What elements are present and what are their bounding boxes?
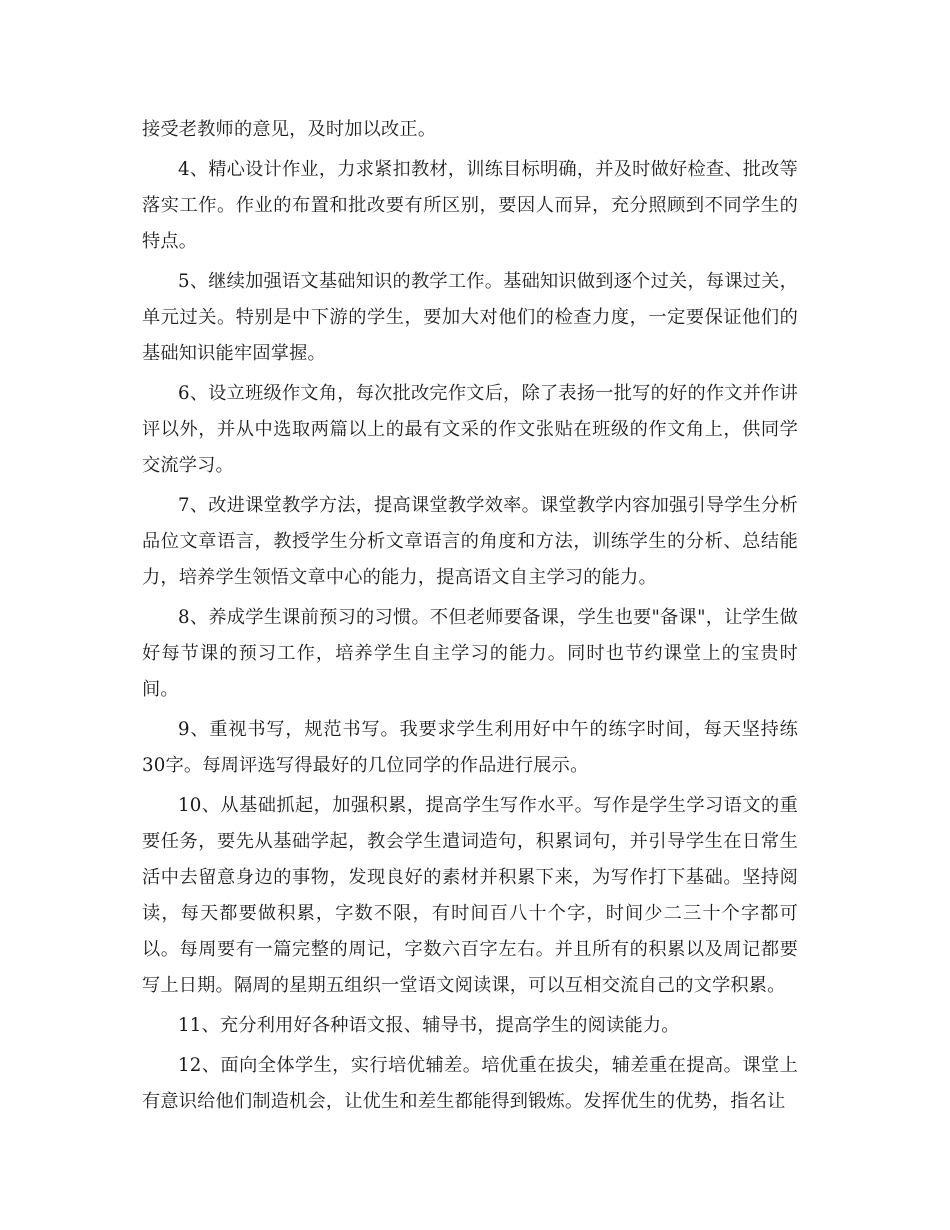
paragraph-item-12: 12、面向全体学生，实行培优辅差。培优重在拔尖，辅差重在提高。课堂上有意识给他们制造机会，让优生和差生都能得到锻炼。发挥优生的优势，指名让 xyxy=(142,1055,798,1112)
paragraph-item-8: 8、养成学生课前预习的习惯。不但老师要备课，学生也要"备课"，让学生做好每节课的预习工作，培养学生自主学习的能力。同时也节约课堂上的宝贵时间。 xyxy=(142,607,798,700)
paragraph-item-9: 9、重视书写，规范书写。我要求学生利用好中午的练字时间，每天坚持练30字。每周评选写得最好的几位同学的作品进行展示。 xyxy=(142,719,798,776)
paragraph-item-5: 5、继续加强语文基础知识的教学工作。基础知识做到逐个过关，每课过关，单元过关。特别是中下游的学生，要加大对他们的检查力度，一定要保证他们的基础知识能牢固掌握。 xyxy=(142,271,798,364)
paragraph-item-10: 10、从基础抓起，加强积累，提高学生写作水平。写作是学生学习语文的重要任务，要先从基础学起，教会学生遣词造句，积累词句，并引导学生在日常生活中去留意身边的事物，发现良好的素材并积累下来，为写作打下基础。坚持阅读，每天都要做积累，字数不限，有时间百八十个字，时间少二三十个字都可以。每周要有一篇完整的周记，字数六百字左右。并且所有的积累以及周记都要写上日期。隔周的星期五组织一堂语文阅读课，可以互相交流自己的文学积累。 xyxy=(142,795,798,996)
paragraph-item-7: 7、改进课堂教学方法，提高课堂教学效率。课堂教学内容加强引导学生分析品位文章语言，教授学生分析文章语言的角度和方法，训练学生的分析、总结能力，培养学生领悟文章中心的能力，提高语文自主学习的能力。 xyxy=(142,495,798,588)
paragraph-item-6: 6、设立班级作文角，每次批改完作文后，除了表扬一批写的好的作文并作讲评以外，并从中选取两篇以上的最有文采的作文张贴在班级的作文角上，供同学交流学习。 xyxy=(142,383,798,476)
paragraph-item-11: 11、充分利用好各种语文报、辅导书，提高学生的阅读能力。 xyxy=(178,1015,680,1036)
paragraph-item-4: 4、精心设计作业，力求紧扣教材，训练目标明确，并及时做好检查、批改等落实工作。作业的布置和批改要有所区别，要因人而异，充分照顾到不同学生的特点。 xyxy=(142,159,798,252)
document-page xyxy=(142,112,798,1124)
paragraph-continuation: 接受老教师的意见，及时加以改正。 xyxy=(142,119,437,140)
